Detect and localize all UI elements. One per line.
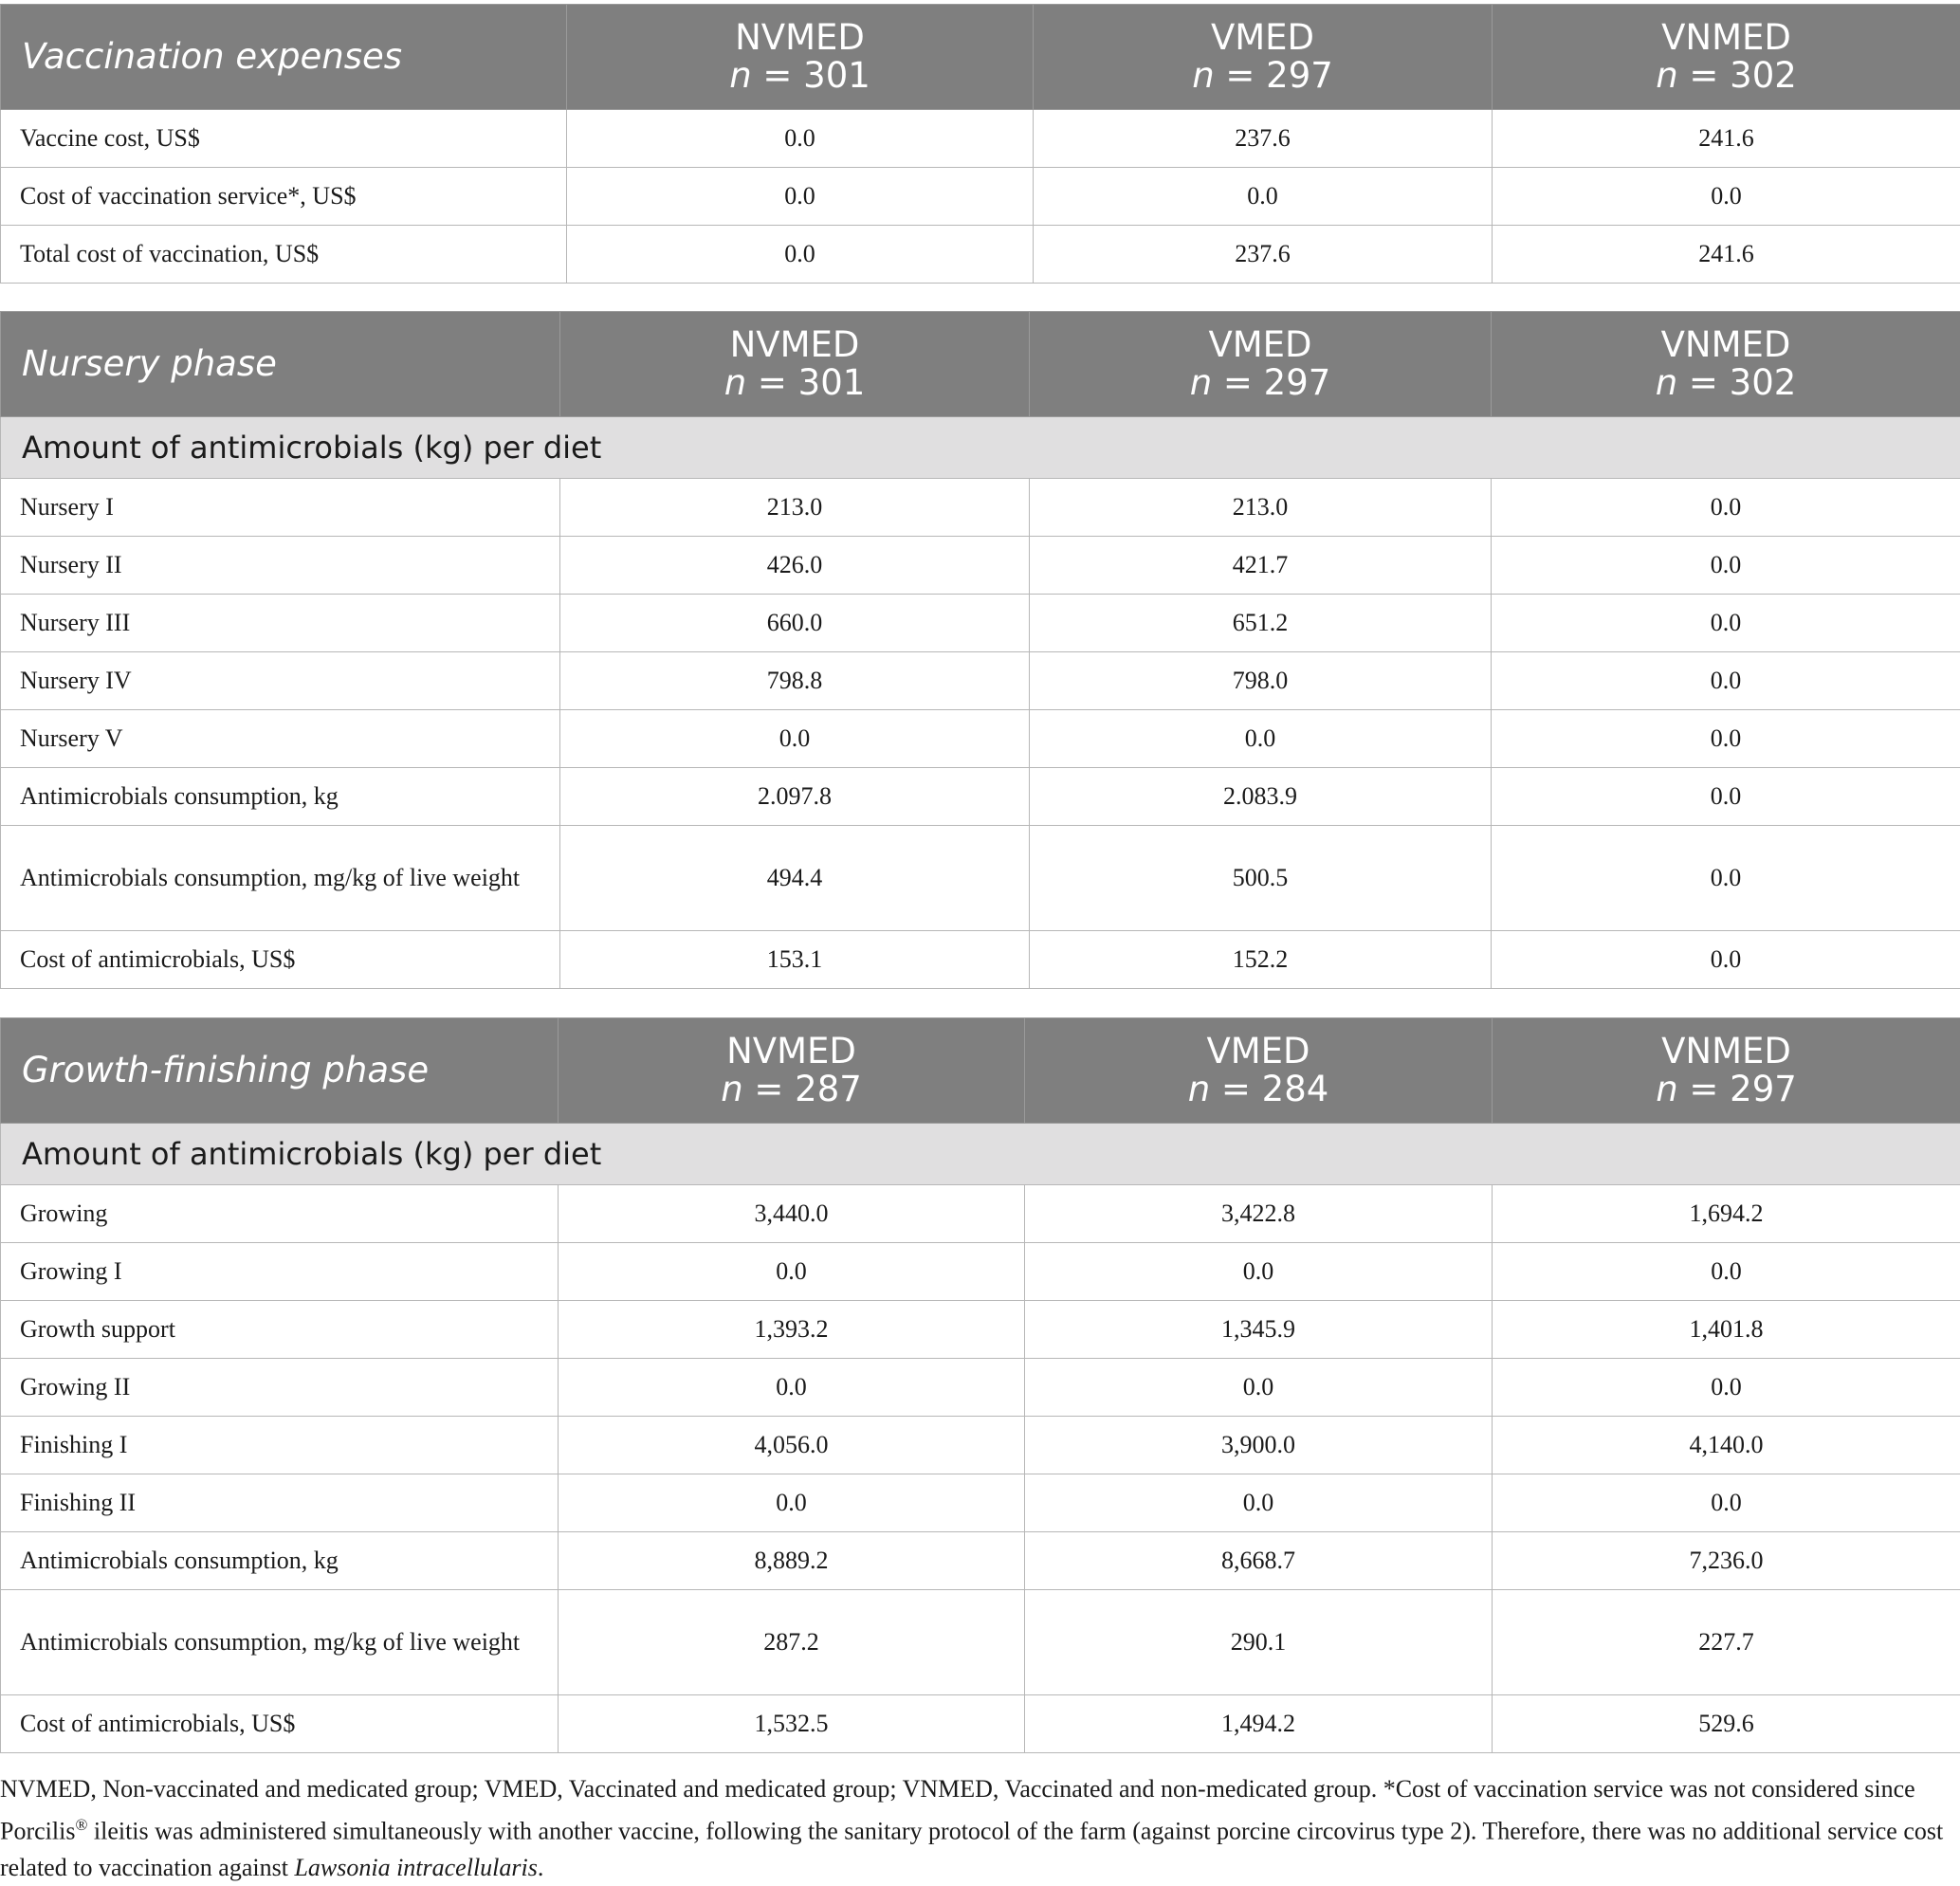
row-label: Vaccine cost, US$ xyxy=(1,110,567,168)
row-label: Growing II xyxy=(1,1359,559,1417)
row-label: Growth support xyxy=(1,1301,559,1359)
row-label: Total cost of vaccination, US$ xyxy=(1,226,567,284)
cell-value: 0.0 xyxy=(1492,768,1960,826)
table-row xyxy=(1,1590,1960,1695)
table-row xyxy=(1,1417,1960,1474)
cell-value: 4,056.0 xyxy=(559,1417,1025,1474)
row-label: Nursery II xyxy=(1,537,560,595)
cell-value: 1,494.2 xyxy=(1025,1695,1493,1753)
cell-value: 0.0 xyxy=(1025,1359,1493,1417)
cell-value: 8,889.2 xyxy=(559,1532,1025,1590)
row-label: Antimicrobials consumption, mg/kg of live weight xyxy=(1,1590,559,1695)
section-label: Amount of antimicrobials (kg) per diet xyxy=(1,417,1960,479)
row-label: Antimicrobials consumption, kg xyxy=(1,1532,559,1590)
table-row xyxy=(1,537,1960,595)
column-header-vmed: VMED n = 297 xyxy=(1030,312,1492,417)
cell-value: 500.5 xyxy=(1030,826,1492,931)
cell-value: 0.0 xyxy=(567,110,1034,168)
cell-value: 660.0 xyxy=(560,595,1030,652)
cell-value: 241.6 xyxy=(1493,226,1960,284)
cell-value: 0.0 xyxy=(1493,168,1960,226)
table-row xyxy=(1,479,1960,537)
column-header-nvmed: NVMED n = 301 xyxy=(567,5,1034,110)
table-row xyxy=(1,710,1960,768)
cell-value: 0.0 xyxy=(559,1243,1025,1301)
cell-value: 0.0 xyxy=(1492,826,1960,931)
table-row xyxy=(1,1243,1960,1301)
cell-value: 3,440.0 xyxy=(559,1185,1025,1243)
column-header-nvmed: NVMED n = 301 xyxy=(560,312,1030,417)
vaccination-expenses-table xyxy=(0,4,1960,284)
cell-value: 0.0 xyxy=(567,226,1034,284)
cell-value: 1,532.5 xyxy=(559,1695,1025,1753)
cell-value: 0.0 xyxy=(1034,168,1493,226)
cell-value: 213.0 xyxy=(1030,479,1492,537)
section-row xyxy=(1,417,1960,479)
column-header-vmed: VMED n = 297 xyxy=(1034,5,1493,110)
cell-value: 153.1 xyxy=(560,931,1030,989)
cell-value: 3,900.0 xyxy=(1025,1417,1493,1474)
table-row xyxy=(1,652,1960,710)
table-row xyxy=(1,1532,1960,1590)
row-label: Cost of vaccination service*, US$ xyxy=(1,168,567,226)
cell-value: 0.0 xyxy=(1492,710,1960,768)
cell-value: 529.6 xyxy=(1493,1695,1960,1753)
table-header xyxy=(1,1018,1960,1124)
cell-value: 8,668.7 xyxy=(1025,1532,1493,1590)
column-header-vnmed: VNMED n = 302 xyxy=(1493,5,1960,110)
cell-value: 494.4 xyxy=(560,826,1030,931)
cell-value: 0.0 xyxy=(1493,1359,1960,1417)
row-label: Finishing II xyxy=(1,1474,559,1532)
cell-value: 0.0 xyxy=(1025,1474,1493,1532)
growth-finishing-phase-table xyxy=(0,1017,1960,1753)
cell-value: 798.8 xyxy=(560,652,1030,710)
cell-value: 0.0 xyxy=(560,710,1030,768)
cell-value: 798.0 xyxy=(1030,652,1492,710)
cell-value: 227.7 xyxy=(1493,1590,1960,1695)
cell-value: 651.2 xyxy=(1030,595,1492,652)
table-row xyxy=(1,1185,1960,1243)
cell-value: 1,694.2 xyxy=(1493,1185,1960,1243)
cell-value: 0.0 xyxy=(1492,652,1960,710)
row-label: Growing I xyxy=(1,1243,559,1301)
row-label: Finishing I xyxy=(1,1417,559,1474)
row-label: Cost of antimicrobials, US$ xyxy=(1,931,560,989)
row-label: Nursery IV xyxy=(1,652,560,710)
section-row xyxy=(1,1124,1960,1185)
row-label: Nursery V xyxy=(1,710,560,768)
column-header-vmed: VMED n = 284 xyxy=(1025,1018,1493,1124)
cell-value: 0.0 xyxy=(1492,537,1960,595)
cell-value: 237.6 xyxy=(1034,110,1493,168)
cell-value: 0.0 xyxy=(559,1359,1025,1417)
table-title: Nursery phase xyxy=(1,312,560,417)
cell-value: 426.0 xyxy=(560,537,1030,595)
column-header-nvmed: NVMED n = 287 xyxy=(559,1018,1025,1124)
table-row xyxy=(1,1359,1960,1417)
cell-value: 0.0 xyxy=(1492,595,1960,652)
cell-value: 421.7 xyxy=(1030,537,1492,595)
table-row xyxy=(1,110,1960,168)
cell-value: 152.2 xyxy=(1030,931,1492,989)
column-header-vnmed: VNMED n = 297 xyxy=(1493,1018,1960,1124)
table-row xyxy=(1,595,1960,652)
cell-value: 1,393.2 xyxy=(559,1301,1025,1359)
row-label: Nursery III xyxy=(1,595,560,652)
cell-value: 287.2 xyxy=(559,1590,1025,1695)
cell-value: 0.0 xyxy=(1493,1474,1960,1532)
table-row xyxy=(1,826,1960,931)
cell-value: 1,401.8 xyxy=(1493,1301,1960,1359)
cell-value: 7,236.0 xyxy=(1493,1532,1960,1590)
row-label: Cost of antimicrobials, US$ xyxy=(1,1695,559,1753)
row-label: Growing xyxy=(1,1185,559,1243)
table-row xyxy=(1,1301,1960,1359)
table-row xyxy=(1,768,1960,826)
cell-value: 4,140.0 xyxy=(1493,1417,1960,1474)
cell-value: 0.0 xyxy=(1492,479,1960,537)
table-title: Growth-finishing phase xyxy=(1,1018,559,1124)
section-label: Amount of antimicrobials (kg) per diet xyxy=(1,1124,1960,1185)
cell-value: 2.097.8 xyxy=(560,768,1030,826)
table-row xyxy=(1,168,1960,226)
row-label: Antimicrobials consumption, mg/kg of live weight xyxy=(1,826,560,931)
table-row xyxy=(1,1474,1960,1532)
table-header xyxy=(1,5,1960,110)
cell-value: 213.0 xyxy=(560,479,1030,537)
cell-value: 0.0 xyxy=(559,1474,1025,1532)
cell-value: 0.0 xyxy=(1492,931,1960,989)
cell-value: 0.0 xyxy=(1030,710,1492,768)
table-row xyxy=(1,226,1960,284)
table-row xyxy=(1,931,1960,989)
cell-value: 3,422.8 xyxy=(1025,1185,1493,1243)
cell-value: 241.6 xyxy=(1493,110,1960,168)
column-header-vnmed: VNMED n = 302 xyxy=(1492,312,1960,417)
row-label: Antimicrobials consumption, kg xyxy=(1,768,560,826)
row-label: Nursery I xyxy=(1,479,560,537)
cell-value: 2.083.9 xyxy=(1030,768,1492,826)
table-row xyxy=(1,1695,1960,1753)
cell-value: 0.0 xyxy=(567,168,1034,226)
nursery-phase-table xyxy=(0,311,1960,989)
cell-value: 237.6 xyxy=(1034,226,1493,284)
table-header xyxy=(1,312,1960,417)
cell-value: 290.1 xyxy=(1025,1590,1493,1695)
cell-value: 1,345.9 xyxy=(1025,1301,1493,1359)
cell-value: 0.0 xyxy=(1025,1243,1493,1301)
table-title: Vaccination expenses xyxy=(1,5,567,110)
table-footnote: NVMED, Non-vaccinated and medicated group; VMED, Vaccinated and medicated group; VNMED, Vaccinated and non-medicated group. *Cost of vaccination service was not considered since Porcilis® ileitis was administered simultaneously with another vaccine, following the sanitary protocol of the farm (against porcine circovirus type 2). Therefore, there was no additional service cost related to vaccination against Lawsonia intracellularis. xyxy=(0,1771,1949,1886)
cell-value: 0.0 xyxy=(1493,1243,1960,1301)
